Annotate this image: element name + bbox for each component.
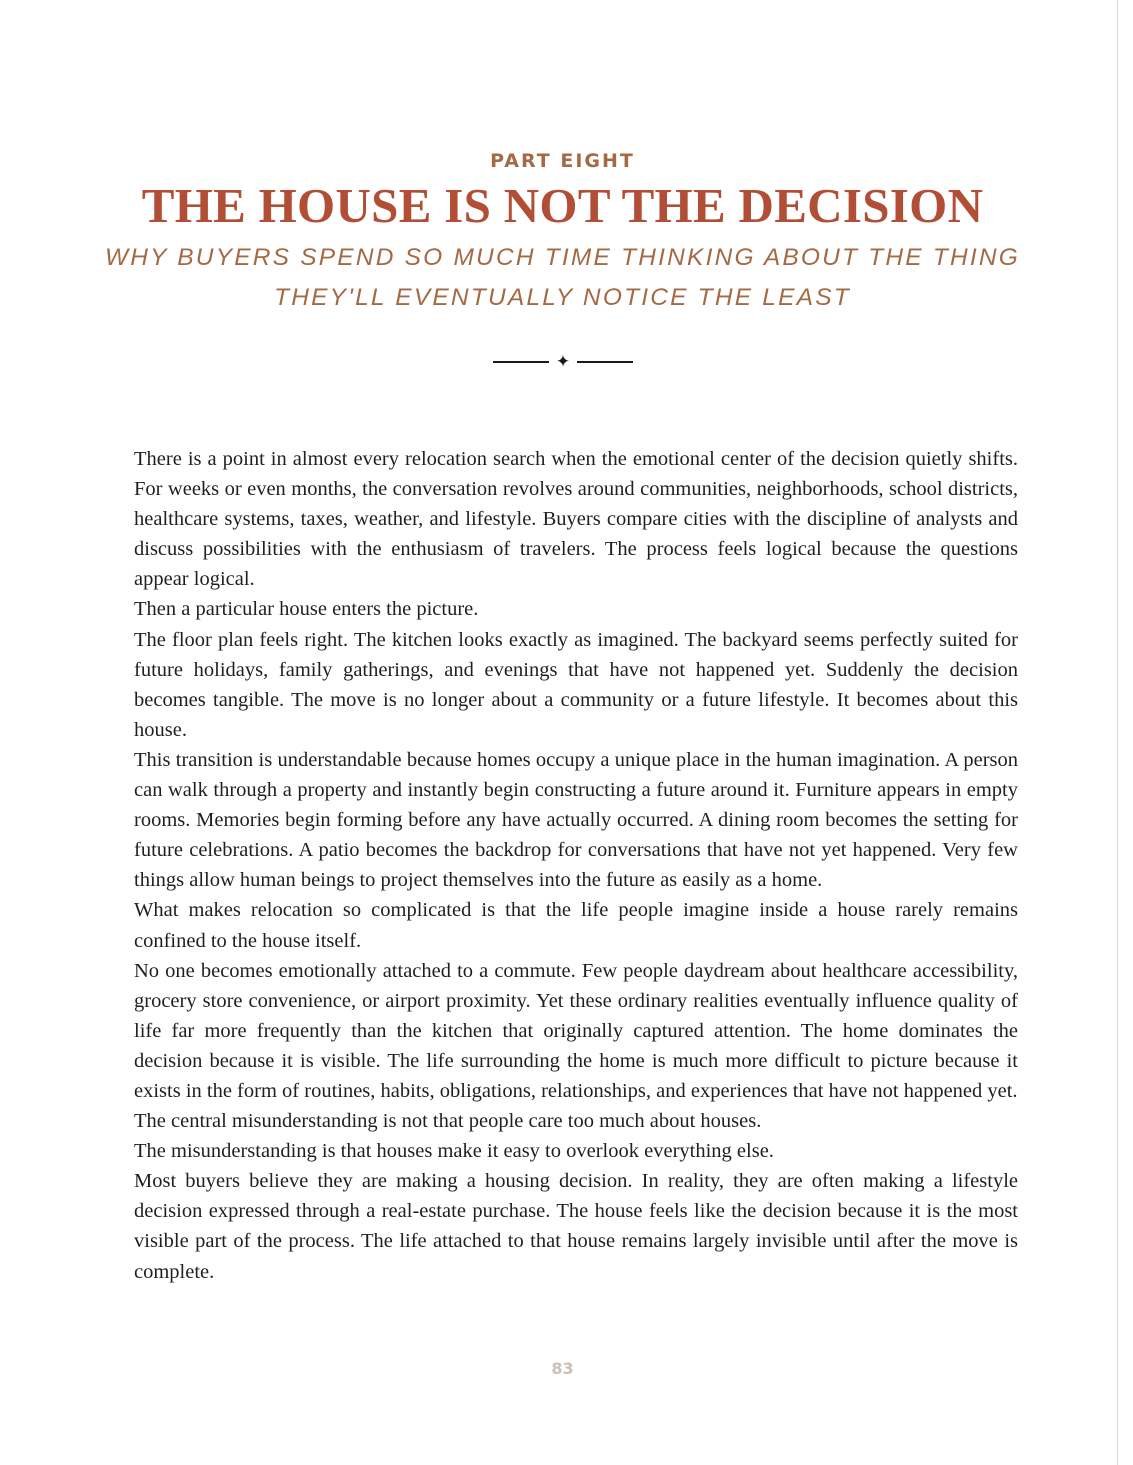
- paragraph: Then a particular house enters the picture.: [134, 598, 479, 621]
- page-number: 83: [551, 1359, 574, 1378]
- divider-line-right: [577, 361, 633, 363]
- ornamental-divider: [493, 350, 633, 374]
- part-label: PART EIGHT: [490, 150, 635, 172]
- four-pointed-star-icon: ✦: [555, 352, 571, 372]
- body-text: [134, 444, 1018, 1287]
- paragraph: The central misunderstanding is not that people care too much about houses.: [134, 1110, 762, 1133]
- paragraph: No one becomes emotionally attached to a commute. Few people daydream about healthcare accessibility, grocery store convenience, or airport proximity. Yet these ordinary realities eventually influence quality of life far more frequently than the kitchen that originally captured attention. The home dominates the decision because it is visible. The life surrounding the home is much more difficult to picture because it exists in the form of routines, habits, obligations, relationships, and experiences that have not happened yet.: [134, 959, 1018, 1102]
- subtitle-line-2: THEY'LL EVENTUALLY NOTICE THE LEAST: [274, 284, 851, 311]
- paragraph: There is a point in almost every relocation search when the emotional center of the decision quietly shifts. For weeks or even months, the conversation revolves around communities, neighborhoods, school districts, healthcare systems, taxes, weather, and lifestyle. Buyers compare cities with the discipline of analysts and discuss possibilities with the enthusiasm of travelers. The process feels logical because the questions appear logical.: [134, 448, 1018, 591]
- paragraph: The misunderstanding is that houses make it easy to overlook everything else.: [134, 1140, 774, 1163]
- page-edge: [1117, 0, 1118, 1465]
- paragraph: Most buyers believe they are making a housing decision. In reality, they are often making a lifestyle decision expressed through a real-estate purchase. The house feels like the decision because it is the most visible part of the process. The life attached to that house remains largely invisible until after the move is complete.: [134, 1170, 1018, 1283]
- paragraph: What makes relocation so complicated is that the life people imagine inside a house rarely remains confined to the house itself.: [134, 899, 1018, 952]
- paragraph: This transition is understandable because homes occupy a unique place in the human imagination. A person can walk through a property and instantly begin constructing a future around it. Furniture appears in empty rooms. Memories begin forming before any have actually occurred. A dining room becomes the setting for future celebrations. A patio becomes the backdrop for conversations that have not yet happened. Very few things allow human beings to project themselves into the future as easily as a home.: [134, 748, 1018, 892]
- subtitle-line-1: WHY BUYERS SPEND SO MUCH TIME THINKING ABOUT THE THING: [104, 244, 1021, 271]
- chapter-title: THE HOUSE IS NOT THE DECISION: [141, 178, 984, 233]
- paragraph: The floor plan feels right. The kitchen looks exactly as imagined. The backyard seems perfectly suited for future holidays, family gatherings, and evenings that have not happened yet. Suddenly the decision becomes tangible. The move is no longer about a community or a future lifestyle. It becomes about this house.: [134, 628, 1018, 741]
- divider-line-left: [493, 361, 549, 363]
- chapter-subtitle: [90, 238, 1035, 318]
